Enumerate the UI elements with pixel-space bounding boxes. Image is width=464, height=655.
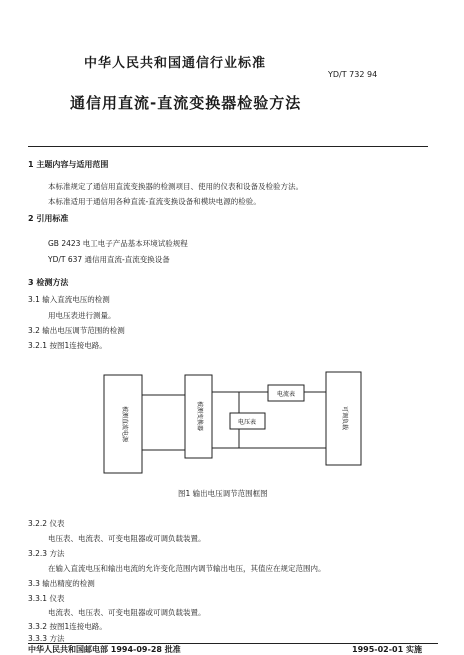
section-3-heading: 3 检测方法 [28,278,69,287]
section-3-2-3-paragraph: 在输入直流电压和输出电流的允许变化范围内调节输出电压，其值应在规定范围内。 [48,564,326,573]
section-3-3-2: 3.3.2 按图1连接电路。 [28,622,107,631]
section-3-2-2-paragraph: 电压表、电流表、可变电阻器或可调负载装置。 [48,534,206,543]
label-voltmeter: 电压表 [237,419,257,426]
section-3-3-3: 3.3.3 方法 [28,634,65,643]
section-3-1: 3.1 输入直流电压的检测 [28,295,110,304]
section-3-3: 3.3 输出精度的检测 [28,579,95,588]
section-3-1-paragraph: 用电压表进行测量。 [48,311,116,320]
reference-gb2423: GB 2423 电工电子产品基本环境试验规程 [48,239,188,248]
label-ammeter: 电流表 [276,391,296,398]
section-2-heading: 2 引用标准 [28,214,69,223]
effective-date: 1995-02-01 实施 [352,645,422,654]
section-1-paragraph-2: 本标准适用于通信用各种直流-直流变换设备和模块电源的检验。 [48,197,261,206]
label-load: 可调负载 [341,405,348,431]
approval-date: 中华人民共和国邮电部 1994-09-28 批准 [28,645,181,654]
section-1-paragraph-1: 本标准规定了通信用直流变换器的检测项目、使用的仪表和设备及检验方法。 [48,182,303,191]
standard-number: YD/T 732 94 [328,70,378,79]
label-dc-source: 被测直流电源 [121,405,128,443]
section-3-2-3: 3.2.3 方法 [28,549,65,558]
section-3-2: 3.2 输出电压调节范围的检测 [28,326,125,335]
document-title: 通信用直流-直流变换器检验方法 [70,94,302,112]
section-3-3-1: 3.3.1 仪表 [28,594,65,603]
standard-org-header: 中华人民共和国通信行业标准 [84,56,267,71]
section-1-heading: 1 主题内容与适用范围 [28,160,109,169]
reference-ydt637: YD/T 637 通信用直流-直流变换设备 [48,255,170,264]
section-3-2-1: 3.2.1 按图1连接电路。 [28,341,107,350]
label-converter: 被测变换器 [196,400,203,432]
section-3-2-2: 3.2.2 仪表 [28,519,65,528]
figure-caption: 图1 输出电压调节范围框图 [178,489,268,498]
section-3-3-1-paragraph: 电流表、电压表、可变电阻器或可调负载装置。 [48,608,206,617]
